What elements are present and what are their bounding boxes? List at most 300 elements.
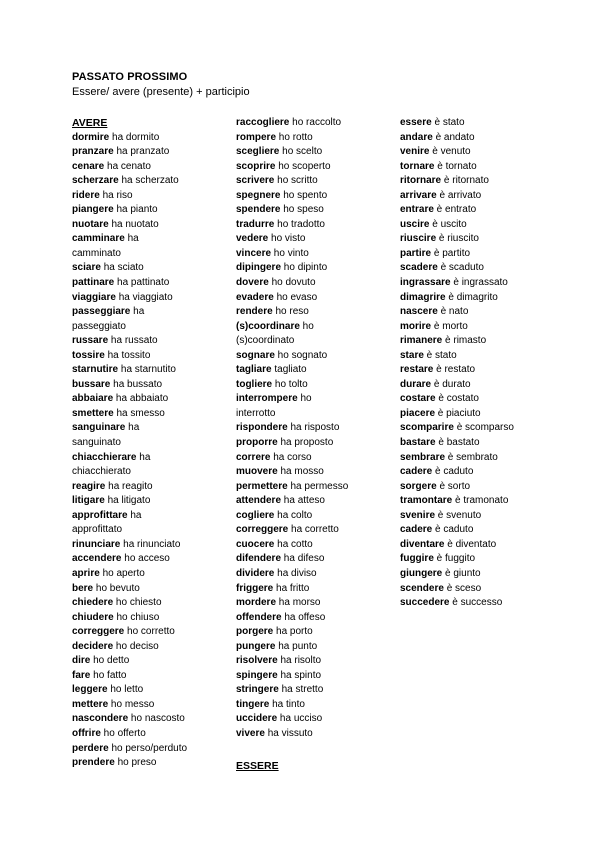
verb-participle: ho spento [280, 189, 328, 201]
verb-participle: ho chiesto [113, 597, 162, 609]
verb-participle: è restato [433, 364, 476, 376]
verb-infinitive: bastare [400, 437, 436, 449]
verb-participle: ha [124, 233, 139, 245]
verb-entry [72, 756, 222, 771]
verb-participle: è sembrato [445, 451, 498, 463]
verb-participle: ha proposto [277, 437, 334, 449]
verb-entry [400, 480, 560, 495]
verb-participle: ha riso [99, 189, 133, 201]
verb-infinitive: nascondere [72, 713, 129, 725]
verb-participle: è fuggito [433, 553, 476, 565]
verb-entry [236, 203, 394, 218]
verb-participle: ha offeso [281, 611, 326, 623]
verb-entry [72, 465, 222, 480]
verb-entry [400, 363, 560, 378]
verb-participle: ha cotto [274, 538, 313, 550]
verb-entry [236, 421, 394, 436]
verb-entry [72, 363, 222, 378]
verb-infinitive: scoprire [236, 160, 276, 172]
verb-infinitive: starnutire [72, 364, 119, 376]
verb-participle: ho nascosto [128, 713, 185, 725]
verb-infinitive: decidere [72, 640, 114, 652]
verb-participle: ho sognato [274, 349, 328, 361]
verb-participle: è uscito [429, 218, 467, 230]
verb-infinitive: accendere [72, 553, 122, 565]
verb-entry [400, 116, 560, 131]
verb-participle: ho bevuto [93, 582, 140, 594]
verb-participle: è partito [431, 247, 471, 259]
verb-participle: è stato [423, 349, 457, 361]
verb-participle: è svenuto [435, 509, 482, 521]
verb-infinitive: rinunciare [72, 538, 121, 550]
verb-entry [236, 640, 394, 655]
verb-infinitive: piacere [400, 407, 436, 419]
verb-infinitive: passeggiare [72, 306, 131, 318]
verb-participle: è caduto [432, 524, 474, 536]
verb-entry [72, 392, 222, 407]
verb-infinitive: chiacchierare [72, 451, 137, 463]
verb-participle: ha atteso [281, 495, 325, 507]
verb-participle: ho [297, 393, 312, 405]
verb-participle: ha porto [273, 626, 313, 638]
verb-infinitive: stringere [236, 684, 279, 696]
verb-participle: ha nuotato [108, 218, 159, 230]
verb-infinitive: litigare [72, 495, 105, 507]
verb-participle: ho letto [107, 684, 144, 696]
verb-participle: ha stretto [278, 684, 324, 696]
verb-infinitive: durare [400, 378, 432, 390]
verb-participle: ha permesso [287, 480, 349, 492]
verb-participle: ha corretto [288, 524, 339, 536]
verb-infinitive: morire [400, 320, 432, 332]
verb-entry [400, 218, 560, 233]
verb-infinitive: offrire [72, 727, 101, 739]
verb-infinitive: riuscire [400, 233, 437, 245]
verb-infinitive: ritornare [400, 175, 442, 187]
verb-participle: ho fatto [90, 669, 127, 681]
verb-entry [400, 349, 560, 364]
verb-entry [72, 727, 222, 742]
verb-infinitive: dipingere [236, 262, 282, 274]
verb-infinitive: cadere [400, 466, 433, 478]
verb-participle: ha colto [274, 509, 313, 521]
verb-participle: ho offerto [100, 727, 146, 739]
verb-entry [236, 611, 394, 626]
verb-infinitive: giungere [400, 567, 443, 579]
verb-participle: è rimasto [442, 335, 487, 347]
verb-participle: ha cenato [104, 160, 151, 172]
verb-column-1 [72, 116, 222, 771]
verb-infinitive: nuotare [72, 218, 109, 230]
verb-entry [236, 247, 394, 262]
verb-entry [236, 116, 394, 131]
verb-entry [72, 305, 222, 320]
verb-entry [400, 145, 560, 160]
verb-infinitive: vivere [236, 727, 265, 739]
verb-entry [72, 436, 222, 451]
verb-participle: è caduto [432, 466, 474, 478]
verb-entry [236, 698, 394, 713]
essere-heading: ESSERE [236, 760, 279, 772]
verb-participle: ha pattinato [114, 277, 170, 289]
verb-infinitive: approfittare [72, 509, 128, 521]
verb-entry [400, 567, 560, 582]
verb-participle: è nato [437, 306, 469, 318]
verb-participle: ho corretto [124, 626, 175, 638]
verb-infinitive: prendere [72, 757, 115, 769]
verb-participle: interrotto [236, 407, 276, 419]
verb-entry [400, 261, 560, 276]
verb-entry [236, 523, 394, 538]
verb-participle: è piaciuto [435, 407, 481, 419]
verb-participle: ho perso/perduto [108, 742, 188, 754]
verb-infinitive: vedere [236, 233, 269, 245]
verb-infinitive: tagliare [236, 364, 272, 376]
verb-entry [236, 378, 394, 393]
verb-entry [236, 276, 394, 291]
verb-entry [400, 523, 560, 538]
verb-infinitive: camminare [72, 233, 125, 245]
verb-infinitive: succedere [400, 597, 450, 609]
verb-infinitive: tradurre [236, 218, 275, 230]
verb-entry [72, 378, 222, 393]
verb-infinitive: russare [72, 335, 109, 347]
verb-entry [72, 334, 222, 349]
verb-entry [72, 261, 222, 276]
verb-infinitive: spegnere [236, 189, 281, 201]
verb-participle: ho scelto [279, 146, 323, 158]
verb-participle: ho tradotto [274, 218, 325, 230]
verb-infinitive: scegliere [236, 146, 280, 158]
verb-entry [236, 232, 394, 247]
verb-participle: è bastato [435, 437, 480, 449]
verb-entry [72, 218, 222, 233]
verb-entry [236, 291, 394, 306]
verb-infinitive: correggere [236, 524, 289, 536]
verb-entry [72, 407, 222, 422]
verb-infinitive: scrivere [236, 175, 275, 187]
verb-entry [72, 523, 222, 538]
verb-infinitive: dimagrire [400, 291, 446, 303]
verb-participle: ho chiuso [113, 611, 160, 623]
verb-infinitive: muovere [236, 466, 278, 478]
verb-entry [400, 320, 560, 335]
verb-infinitive: entrare [400, 204, 434, 216]
verb-entry [236, 320, 394, 335]
verb-participle: (s)coordinato [236, 335, 295, 347]
verb-participle: è tornato [434, 160, 477, 172]
verb-participle: ha pianto [113, 204, 158, 216]
verb-infinitive: scadere [400, 262, 438, 274]
verb-infinitive: vincere [236, 247, 272, 259]
verb-infinitive: sognare [236, 349, 275, 361]
verb-entry [400, 232, 560, 247]
verb-infinitive: venire [400, 146, 430, 158]
verb-participle: è scomparso [453, 422, 514, 434]
verb-infinitive: mettere [72, 698, 109, 710]
verb-entry [72, 480, 222, 495]
verb-participle: ha ucciso [277, 713, 323, 725]
verb-entry [236, 392, 394, 407]
verb-participle: ha scherzato [118, 175, 179, 187]
verb-participle: ho deciso [113, 640, 159, 652]
verb-participle: ho preso [114, 757, 157, 769]
verb-infinitive: perdere [72, 742, 109, 754]
verb-infinitive: tossire [72, 349, 105, 361]
verb-entry [400, 392, 560, 407]
verb-participle: ha abbaiato [113, 393, 169, 405]
verb-entry [236, 189, 394, 204]
verb-participle: ha morso [276, 597, 321, 609]
verb-entry [72, 538, 222, 553]
verb-infinitive: svenire [400, 509, 436, 521]
verb-participle: ho vinto [271, 247, 309, 259]
verb-participle: è sceso [443, 582, 482, 594]
verb-infinitive: cadere [400, 524, 433, 536]
verb-infinitive: mordere [236, 597, 277, 609]
verb-infinitive: viaggiare [72, 291, 116, 303]
verb-infinitive: bere [72, 582, 94, 594]
verb-infinitive: porgere [236, 626, 274, 638]
verb-infinitive: essere [400, 117, 432, 128]
verb-infinitive: rompere [236, 131, 277, 143]
verb-entry [400, 552, 560, 567]
verb-entry [400, 465, 560, 480]
verb-infinitive: correre [236, 451, 271, 463]
verb-entry [72, 203, 222, 218]
verb-participle: ho detto [90, 655, 130, 667]
verb-infinitive: scherzare [72, 175, 119, 187]
verb-entry [72, 567, 222, 582]
verb-entry [400, 291, 560, 306]
verb-entry [236, 683, 394, 698]
verb-infinitive: risolvere [236, 655, 278, 667]
verb-participle: è arrivato [436, 189, 482, 201]
verb-infinitive: difendere [236, 553, 282, 565]
verb-participle: ha punto [275, 640, 318, 652]
verb-infinitive: attendere [236, 495, 282, 507]
verb-infinitive: fuggire [400, 553, 434, 565]
verb-infinitive: aprire [72, 567, 100, 579]
verb-participle: è andato [432, 131, 475, 143]
verb-participle: ha difeso [281, 553, 325, 565]
verb-infinitive: spendere [236, 204, 281, 216]
verb-infinitive: scomparire [400, 422, 454, 434]
verb-entry [400, 305, 560, 320]
verb-infinitive: chiudere [72, 611, 114, 623]
verb-entry [400, 378, 560, 393]
verb-entry [236, 334, 394, 349]
verb-entry [72, 509, 222, 524]
verb-infinitive: leggere [72, 684, 108, 696]
verb-infinitive: dovere [236, 277, 269, 289]
verb-participle: è ritornato [441, 175, 489, 187]
verb-infinitive: uccidere [236, 713, 278, 725]
verb-participle: ho evaso [273, 291, 318, 303]
verb-entry [400, 582, 560, 597]
verb-infinitive: andare [400, 131, 433, 143]
verb-participle: ho scoperto [275, 160, 331, 172]
verb-participle: ho scritto [274, 175, 318, 187]
verb-infinitive: ridere [72, 189, 100, 201]
verb-participle: è scaduto [437, 262, 484, 274]
verb-infinitive: tingere [236, 698, 270, 710]
verb-entry [400, 509, 560, 524]
verb-entry [72, 669, 222, 684]
verb-participle: ha litigato [104, 495, 151, 507]
verb-participle: ha smesso [113, 407, 165, 419]
verb-infinitive: pungere [236, 640, 276, 652]
verb-infinitive: pattinare [72, 277, 115, 289]
verb-participle: è durato [431, 378, 471, 390]
verb-participle: è giunto [442, 567, 481, 579]
verb-entry [72, 232, 222, 247]
verb-entry [72, 712, 222, 727]
verb-entry [236, 582, 394, 597]
verb-infinitive: partire [400, 247, 432, 259]
verb-entry [72, 654, 222, 669]
verb-infinitive: proporre [236, 437, 278, 449]
verb-participle: ha diviso [274, 567, 317, 579]
verb-entry [72, 683, 222, 698]
verb-infinitive: raccogliere [236, 117, 290, 128]
verb-participle: ha tinto [269, 698, 305, 710]
verb-entry [72, 640, 222, 655]
verb-entry [72, 131, 222, 146]
verb-participle: è ingrassato [450, 277, 508, 289]
verb-entry [236, 480, 394, 495]
verb-infinitive: stare [400, 349, 424, 361]
verb-infinitive: friggere [236, 582, 274, 594]
verb-infinitive: chiedere [72, 597, 114, 609]
verb-participle: ha [136, 451, 151, 463]
verb-participle: è diventato [444, 538, 497, 550]
verb-infinitive: smettere [72, 407, 114, 419]
verb-infinitive: rimanere [400, 335, 443, 347]
verb-infinitive: dormire [72, 131, 110, 143]
verb-participle: è riuscito [436, 233, 479, 245]
verb-column-2 [236, 116, 394, 742]
verb-infinitive: diventare [400, 538, 445, 550]
verb-infinitive: abbaiare [72, 393, 114, 405]
verb-infinitive: uscire [400, 218, 430, 230]
verb-infinitive: piangere [72, 204, 114, 216]
verb-infinitive: arrivare [400, 189, 437, 201]
verb-participle: ha tossito [104, 349, 151, 361]
verb-participle: passeggiato [72, 320, 126, 332]
verb-infinitive: (s)coordinare [236, 320, 300, 332]
verb-participle: ha pranzato [113, 146, 170, 158]
page-subtitle: Essere/ avere (presente) + participio [72, 86, 250, 98]
verb-infinitive: offendere [236, 611, 282, 623]
verb-infinitive: reagire [72, 480, 106, 492]
verb-entry [72, 625, 222, 640]
verb-entry [236, 538, 394, 553]
verb-infinitive: tramontare [400, 495, 453, 507]
verb-participle: ho messo [108, 698, 155, 710]
verb-entry [400, 160, 560, 175]
verb-participle: ha bussato [110, 378, 163, 390]
verb-participle: approfittato [72, 524, 123, 536]
verb-participle: ha reagito [105, 480, 153, 492]
verb-entry [236, 669, 394, 684]
verb-participle: è venuto [429, 146, 471, 158]
verb-participle: ho rotto [276, 131, 313, 143]
verb-participle: è morto [431, 320, 468, 332]
verb-participle: ho reso [272, 306, 309, 318]
verb-entry [236, 567, 394, 582]
verb-participle: tagliato [271, 364, 307, 376]
verb-participle: è stato [431, 117, 465, 128]
verb-entry [236, 596, 394, 611]
verb-entry [236, 349, 394, 364]
verb-entry [400, 203, 560, 218]
verb-participle: ha dormito [109, 131, 160, 143]
verb-entry [236, 451, 394, 466]
verb-entry [236, 160, 394, 175]
verb-participle: ho acceso [121, 553, 170, 565]
verb-participle: ha [125, 422, 140, 434]
verb-participle: ha risposto [287, 422, 340, 434]
verb-entry [72, 276, 222, 291]
verb-entry [236, 654, 394, 669]
verb-entry [72, 552, 222, 567]
verb-participle: ha [130, 306, 145, 318]
verb-entry [400, 538, 560, 553]
verb-infinitive: permettere [236, 480, 288, 492]
verb-participle: ho visto [268, 233, 306, 245]
verb-participle: ho tolto [272, 378, 308, 390]
verb-participle: ho [299, 320, 314, 332]
verb-infinitive: cogliere [236, 509, 275, 521]
verb-entry [236, 261, 394, 276]
verb-infinitive: sembrare [400, 451, 446, 463]
verb-entry [236, 363, 394, 378]
verb-participle: ha spinto [277, 669, 322, 681]
verb-infinitive: nascere [400, 306, 438, 318]
verb-participle: ha risolto [277, 655, 322, 667]
verb-entry [236, 407, 394, 422]
verb-entry [236, 145, 394, 160]
verb-participle: è sorto [436, 480, 471, 492]
page-title: PASSATO PROSSIMO [72, 71, 188, 83]
verb-infinitive: scendere [400, 582, 444, 594]
verb-participle: ho raccolto [289, 117, 342, 128]
verb-infinitive: cenare [72, 160, 105, 172]
verb-infinitive: dire [72, 655, 91, 667]
verb-participle: è entrato [433, 204, 477, 216]
verb-column-3 [400, 116, 560, 611]
verb-entry [72, 320, 222, 335]
verb-entry [72, 611, 222, 626]
verb-participle: ho speso [280, 204, 324, 216]
verb-infinitive: ingrassare [400, 277, 451, 289]
verb-participle: è tramonato [452, 495, 509, 507]
verb-infinitive: interrompere [236, 393, 298, 405]
verb-entry [400, 494, 560, 509]
verb-infinitive: costare [400, 393, 436, 405]
verb-infinitive: correggere [72, 626, 125, 638]
verb-participle: ha rinunciato [120, 538, 181, 550]
verb-infinitive: rispondere [236, 422, 288, 434]
verb-participle: ha russato [108, 335, 158, 347]
verb-participle: ha mosso [277, 466, 324, 478]
verb-entry [236, 727, 394, 742]
verb-participle: ha [127, 509, 142, 521]
verb-entry [72, 742, 222, 757]
verb-entry [236, 494, 394, 509]
verb-infinitive: spingere [236, 669, 278, 681]
